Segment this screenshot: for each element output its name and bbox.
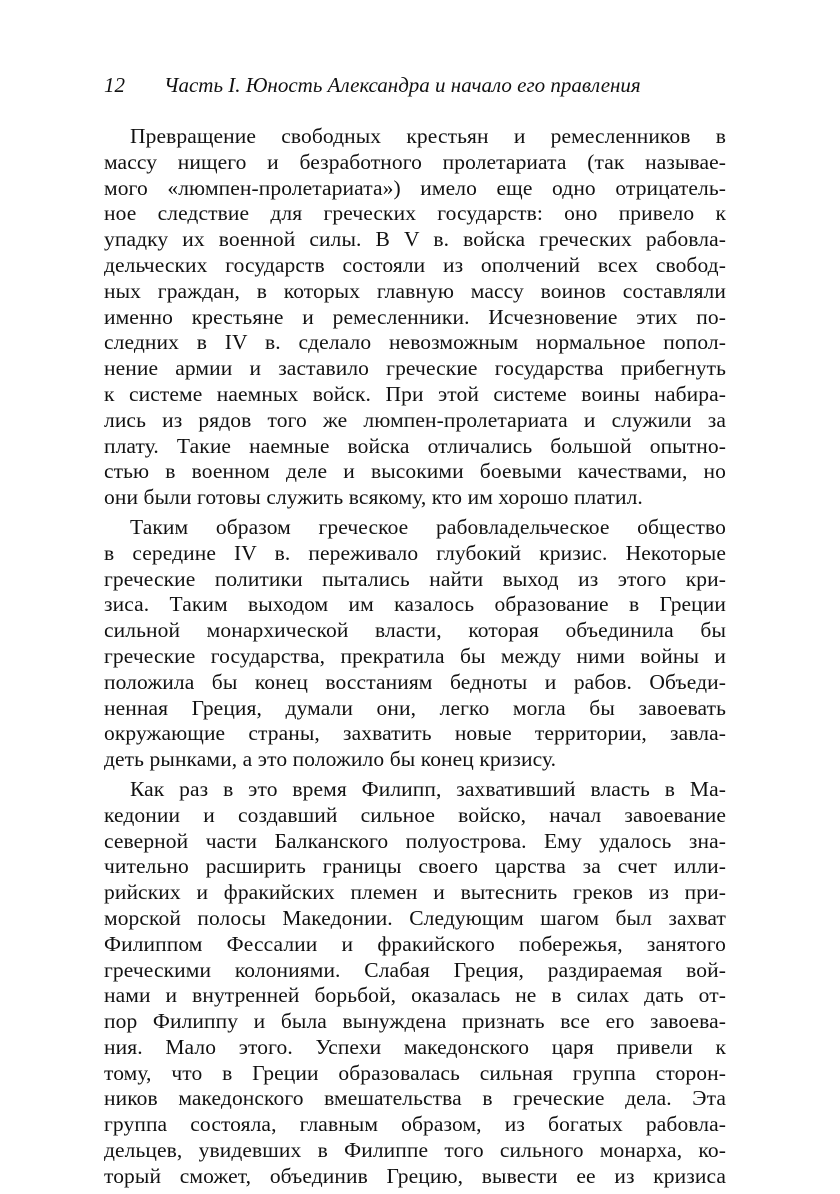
paragraph-2 bbox=[104, 515, 726, 773]
text-line: торый сможет, объединив Грецию, вывести ее из кризиса bbox=[104, 1163, 726, 1188]
text-line: дельцев, увидевших в Филиппе того сильного монарха, ко- bbox=[104, 1138, 726, 1163]
text-line: чительно расширить границы своего царства за счет илли- bbox=[104, 854, 726, 879]
text-line: ное следствие для греческих государств: оно привело к bbox=[104, 201, 726, 226]
text-line: дельческих государств состояли из ополчений всех свобод- bbox=[104, 252, 726, 277]
paragraph-3 bbox=[104, 777, 726, 1190]
text-line: тому, что в Греции образовалась сильная группа сторон- bbox=[104, 1060, 726, 1085]
text-line: ния. Мало этого. Успехи македонского царя привели к bbox=[104, 1034, 726, 1059]
text-line: стью в военном деле и высокими боевыми качествами, но bbox=[104, 459, 726, 484]
text-line: кедонии и создавший сильное войско, начал завоевание bbox=[104, 802, 726, 827]
text-line: Превращение свободных крестьян и ремесленников в bbox=[130, 124, 726, 148]
text-line: нами и внутренней борьбой, оказалась не в силах дать от- bbox=[104, 983, 726, 1008]
text-line: Как раз в это время Филипп, захвативший власть в Ма- bbox=[130, 776, 726, 801]
text-line: ных граждан, в которых главную массу воинов составляли bbox=[104, 278, 726, 303]
text-line: греческие государства, прекратила бы между ними войны и bbox=[104, 643, 726, 668]
text-line: именно крестьяне и ремесленники. Исчезновение этих по- bbox=[104, 304, 726, 329]
text-line: ненная Греция, думали они, легко могла бы завоевать bbox=[104, 695, 726, 720]
text-line: массу нищего и безработного пролетариата (так называе- bbox=[104, 149, 726, 174]
text-line: положила бы конец восстаниям бедноты и рабов. Объеди- bbox=[104, 669, 726, 694]
text-line: упадку их военной силы. В V в. войска греческих рабовла- bbox=[104, 227, 726, 252]
text-line: зиса. Таким выходом им казалось образование в Греции bbox=[104, 592, 726, 617]
text-line: следних в IV в. сделало невозможным нормальное попол- bbox=[104, 330, 726, 355]
text-line: группа состояла, главным образом, из богатых рабовла- bbox=[104, 1112, 726, 1137]
text-line: они были готовы служить всякому, кто им хорошо платил. bbox=[104, 485, 643, 510]
text-line: к системе наемных войск. При этой системе воины набира- bbox=[104, 381, 726, 406]
running-title: Часть I. Юность Александра и начало его правления bbox=[164, 73, 641, 97]
text-line: северной части Балканского полуострова. Ему удалось зна- bbox=[104, 828, 726, 853]
text-line: нение армии и заставило греческие государства прибегнуть bbox=[104, 356, 726, 381]
text-line: морской полосы Македонии. Следующим шагом был захват bbox=[104, 905, 726, 930]
text-line: пор Филиппу и была вынуждена признать все его завоева- bbox=[104, 1009, 726, 1034]
paragraph-1 bbox=[104, 124, 726, 511]
page-number: 12 bbox=[104, 73, 125, 97]
text-line: в середине IV в. переживало глубокий кризис. Некоторые bbox=[104, 540, 726, 565]
text-line: Таким образом греческое рабовладельческое общество bbox=[130, 514, 726, 539]
text-line: лись из рядов того же люмпен-пролетариата и служили за bbox=[104, 407, 726, 432]
text-line: Филиппом Фессалии и фракийского побережья, занятого bbox=[104, 931, 726, 956]
text-line: рийских и фракийских племен и вытеснить греков из при- bbox=[104, 880, 726, 905]
text-line: окружающие страны, захватить новые территории, завла- bbox=[104, 721, 726, 746]
text-line: деть рынками, а это положило бы конец кризису. bbox=[104, 747, 557, 772]
text-line: сильной монархической власти, которая объединила бы bbox=[104, 618, 726, 643]
text-line: ников македонского вмешательства в греческие дела. Эта bbox=[104, 1086, 726, 1111]
body-text bbox=[104, 124, 726, 1194]
text-line: плату. Такие наемные войска отличались большой опытно- bbox=[104, 433, 726, 458]
running-header bbox=[104, 70, 728, 100]
text-line: греческими колониями. Слабая Греция, раздираемая вой- bbox=[104, 957, 726, 982]
text-line: мого «люмпен-пролетариата») имело еще одно отрицатель- bbox=[104, 175, 726, 200]
text-line: греческие политики пытались найти выход из этого кри- bbox=[104, 566, 726, 591]
